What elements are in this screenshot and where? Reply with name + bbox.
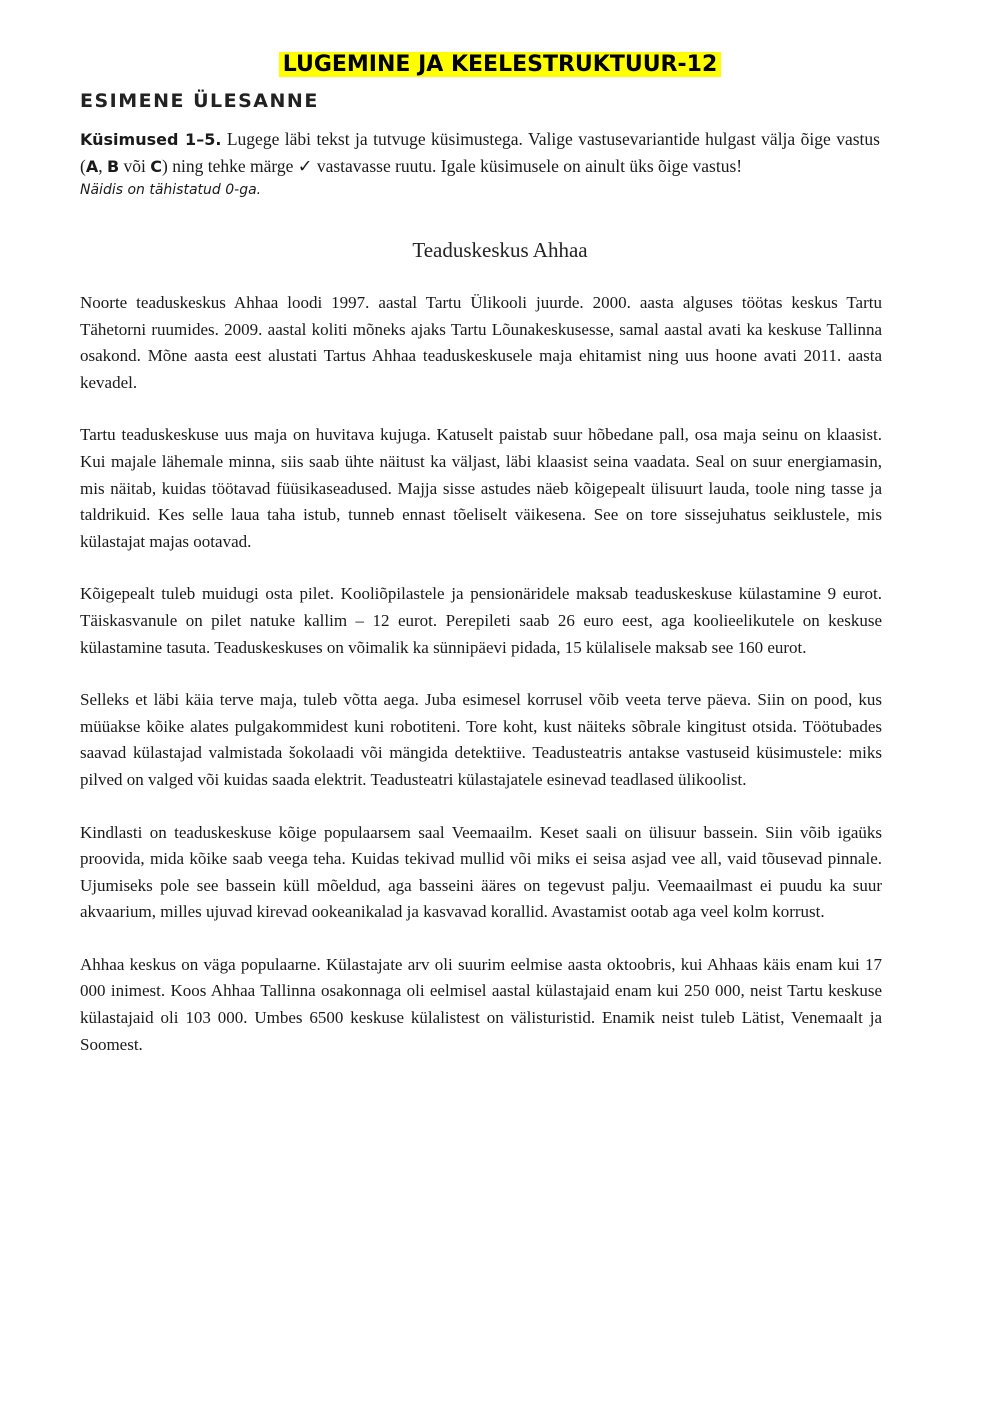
article-title: Teaduskeskus Ahhaa xyxy=(412,238,588,262)
article-body xyxy=(80,290,882,1084)
task-instructions xyxy=(80,126,880,200)
option-c-label: C xyxy=(150,157,163,176)
instructions-or-word: või xyxy=(119,156,151,176)
questions-label: Küsimused 1–5. xyxy=(80,130,222,149)
article-paragraph: Selleks et läbi käia terve maja, tuleb võtta aega. Juba esimesel korrusel võib veeta terve päeva. Siin on pood, kus müüakse kõike alates pulgakommidest kuni robotiteni. Tore koht, kust näiteks sõbrale kingitust otsida. Töötubades saavad külastajad valmistada šokolaadi või mängida detektiive. Teadusteatris antakse vastuseid küsimustele: miks pilved on valged või kuidas saada elektrit. Teadusteatri külastajatele esinevad teadlased ülikoolist. xyxy=(80,690,882,789)
option-a-label: A xyxy=(85,157,99,176)
article-paragraph: Kindlasti on teaduskeskuse kõige populaarsem saal Veemaailm. Keset saali on ülisuur bassein. Siin võib igaüks proovida, mida kõike saab veega teha. Kuidas tekivad mullid või miks ei seisa asjad vee all, vaid tõusevad pinnale. Ujumiseks pole see bassein küll mõeldud, aga basseini ääres on tegevust palju. Veemaailmast ei puudu ka suur akvaarium, milles ujuvad kirevad ookeanikalad ja kasvavad korallid. Avastamist ootab aga veel kolm korrust. xyxy=(80,822,882,922)
worksheet-title-text: LUGEMINE JA KEELESTRUKTUUR-12 xyxy=(279,52,722,77)
instructions-separator: , xyxy=(98,156,107,176)
checkmark-icon: ✓ xyxy=(297,156,313,176)
article-paragraph: Kõigepealt tuleb muidugi osta pilet. Kooliõpilastele ja pensionäridele maksab teaduskeskuse külastamine 9 eurot. Täiskasvanule on pilet natuke kallim – 12 eurot. Perepileti saab 26 euro eest, aga koolieelikutele on keskuse külastamine tasuta. Teaduskeskuses on võimalik ka sünnipäevi pidada, 15 külalisele maksab see 160 eurot. xyxy=(80,584,882,657)
example-note: Näidis on tähistatud 0-ga. xyxy=(80,182,262,198)
article-paragraph: Noorte teaduskeskus Ahhaa loodi 1997. aastal Tartu Ülikooli juurde. 2000. aasta alguses töötas keskus Tartu Tähetorni ruumides. 2009. aastal koliti mõneks ajaks Tartu Lõunakeskusesse, samal aastal avati ka keskuse Tallinna osakond. Mõne aasta eest alustati Tartus Ahhaa teaduskeskusele maja ehitamist ning uus hoone avati 2011. aasta kevadel. xyxy=(80,293,882,392)
instructions-text-3: vastavasse ruutu. Igale küsimusele on ainult üks õige vastus! xyxy=(312,156,743,176)
article-paragraph: Tartu teaduskeskuse uus maja on huvitava kujuga. Katuselt paistab suur hõbedane pall, osa maja seinu on klaasist. Kui majale lähemale minna, siis saab ühte näitust ka väljast, läbi klaasist seina vaadata. Seal on suur energiamasin, mis näitab, kuidas töötavad füüsikaseadused. Majja sisse astudes näeb kõigepealt ülisuurt lauda, toole ning tasse ja taldrikuid. Kes selle laua taha istub, tunneb ennast tõeliselt väikesena. See on tore sissejuhatus seiklustele, mis külastajat majas ootavad. xyxy=(80,425,882,551)
instructions-text-2: ) ning tehke märge xyxy=(162,156,298,176)
section-heading: ESIMENE ÜLESANNE xyxy=(80,90,319,112)
article-paragraph: Ahhaa keskus on väga populaarne. Külastajate arv oli suurim eelmise aasta oktoobris, kui Ahhaas käis enam kui 17 000 inimest. Koos Ahhaa Tallinna osakonnaga oli eelmisel aastal külastajaid enam kui 250 000, neist Tartu keskuse külastajaid oli 103 000. Umbes 6500 keskuse külalistest on välisturistid. Enamik neist tuleb Lätist, Venemaalt ja Soomest. xyxy=(80,954,882,1054)
worksheet-title xyxy=(0,52,1000,77)
option-b-label: B xyxy=(106,157,120,176)
instructions-text-1: Lugege läbi tekst ja tutvuge küsimustega. Valige vastusevariantide hulgast välja õige vastus ( xyxy=(80,129,880,176)
